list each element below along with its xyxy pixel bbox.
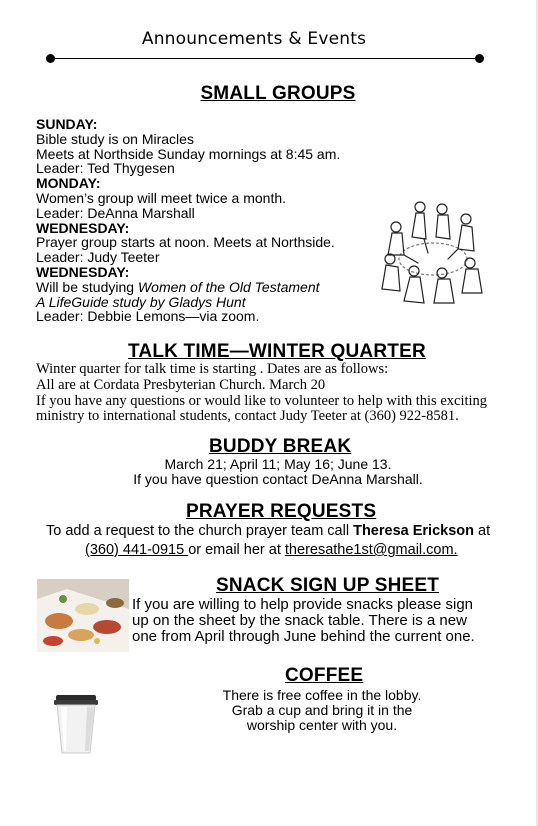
small-groups-list [36, 117, 396, 324]
buddy-break-contact: If you have question contact DeAnna Marshall. [133, 471, 423, 487]
talk-time-line-3: If you have any questions or would like to volunteer to help with this exciting [36, 393, 488, 409]
talk-time-line-1: Winter quarter for talk time is starting . Dates are as follows: [36, 361, 389, 377]
prayer-phone-link[interactable]: (360) 441-0915 [85, 542, 189, 558]
small-groups-heading: SMALL GROUPS [200, 83, 356, 104]
buddy-break-heading: BUDDY BREAK [209, 436, 352, 457]
header-rule [50, 58, 480, 59]
snack-line-3: one from April through June behind the current one. [132, 628, 475, 645]
small-group-line: Leader: DeAnna Marshall [36, 204, 195, 221]
small-group-line: WEDNESDAY: [36, 219, 130, 236]
prayer-requests-line-2: (360) 441-0915 or email her at theresathe1st@gmail.com. [85, 542, 458, 558]
prayer-email-link[interactable]: theresathe1st@gmail.com. [284, 542, 458, 558]
snack-line-2: up on the sheet by the snack table. There is a new [132, 612, 467, 629]
coffee-line-2: Grab a cup and bring it in the [231, 702, 413, 718]
small-group-line: Prayer group starts at noon. Meets at Northside. [36, 234, 335, 251]
small-group-line: Leader: Ted Thygesen [36, 160, 175, 177]
small-group-line: SUNDAY: [36, 116, 98, 132]
snack-table-photo [37, 579, 129, 652]
prayer-requests-line-1: To add a request to the church prayer team call Theresa Erickson at [46, 523, 491, 539]
wed2-subtitle: A LifeGuide study by Gladys Hunt [36, 293, 246, 310]
wed2-leader: Leader: Debbie Lemons—via zoom. [36, 308, 260, 325]
snack-line-1: If you are willing to help provide snacks please sign [132, 596, 474, 613]
talk-time-heading: TALK TIME—WINTER QUARTER [128, 341, 426, 362]
rule-dot-right [475, 54, 484, 63]
small-group-line: Meets at Northside Sunday mornings at 8:45 am. [36, 145, 341, 162]
page-title: Announcements & Events [141, 29, 367, 49]
wed2-study-line: Will be studying Women of the Old Testament [36, 278, 320, 295]
coffee-line-1: There is free coffee in the lobby. [222, 687, 422, 703]
small-group-line: Leader: Judy Teeter [36, 249, 160, 266]
small-group-illustration [378, 197, 488, 309]
coffee-line-3: worship center with you. [246, 717, 398, 733]
talk-time-line-4: ministry to international students, contact Judy Teeter at (360) 922-8581. [36, 408, 459, 424]
buddy-break-dates: March 21; April 11; May 16; June 13. [164, 456, 392, 472]
prayer-requests-heading: PRAYER REQUESTS [186, 501, 377, 522]
talk-time-line-2: All are at Cordata Presbyterian Church. March 20 [36, 377, 326, 393]
small-group-line: Women’s group will meet twice a month. [36, 189, 287, 206]
small-group-line: Bible study is on Miracles [36, 130, 194, 147]
coffee-cup-icon [52, 693, 100, 755]
small-group-line: WEDNESDAY: [36, 263, 130, 280]
coffee-heading: COFFEE [285, 665, 364, 686]
snack-heading: SNACK SIGN UP SHEET [216, 575, 440, 596]
small-group-line: MONDAY: [36, 175, 101, 192]
